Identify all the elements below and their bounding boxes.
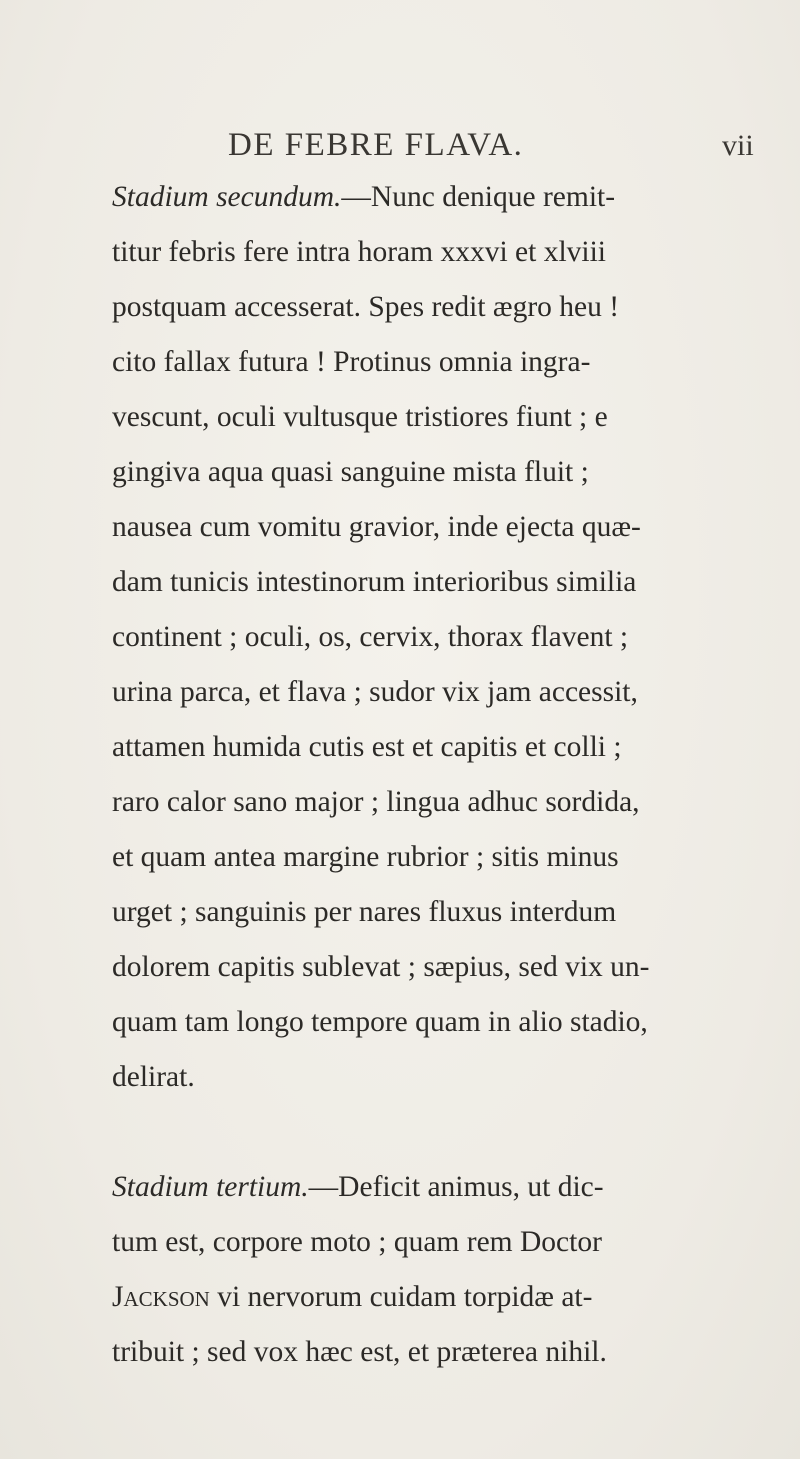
text-line: urina parca, et flava ; sudor vix jam accessit, [112, 676, 638, 708]
text-line: tribuit ; sed vox hæc est, et præterea nihil. [112, 1336, 607, 1368]
text-line [112, 183, 615, 213]
text-line: urget ; sanguinis per nares fluxus interdum [112, 896, 617, 928]
text-line: gingiva aqua quasi sanguine mista fluit ; [112, 456, 589, 488]
section-heading-italic: Stadium tertium. [112, 1171, 309, 1203]
text-line: vescunt, oculi vultusque tristiores fiunt ; e [112, 401, 608, 433]
page-header [0, 127, 800, 167]
author-name-smallcaps: Jackson [112, 1281, 210, 1313]
text-line: delirat. [112, 1061, 195, 1093]
text-line [112, 1173, 604, 1203]
text-line: nausea cum vomitu gravior, inde ejecta quæ- [112, 511, 641, 543]
text-line: raro calor sano major ; lingua adhuc sordida, [112, 786, 640, 818]
running-title: DE FEBRE FLAVA. [228, 127, 524, 163]
text-line: postquam accesserat. Spes redit ægro heu ! [112, 291, 620, 323]
line-text: —Nunc denique remit- [341, 181, 616, 213]
line-text: —Deficit animus, ut dic- [308, 1171, 604, 1203]
text-line [112, 1283, 592, 1313]
text-line: attamen humida cutis est et capitis et colli ; [112, 731, 622, 763]
text-line: tum est, corpore moto ; quam rem Doctor [112, 1226, 602, 1258]
text-line: dam tunicis intestinorum interioribus similia [112, 566, 637, 598]
text-line: titur febris fere intra horam xxxvi et xlviii [112, 236, 606, 268]
text-line: quam tam longo tempore quam in alio stadio, [112, 1006, 648, 1038]
text-line: cito fallax futura ! Protinus omnia ingra- [112, 346, 591, 378]
line-text: vi nervorum cuidam torpidæ at- [209, 1281, 593, 1313]
section-heading-italic: Stadium secundum. [112, 181, 342, 213]
text-line: dolorem capitis sublevat ; sæpius, sed vix un- [112, 951, 650, 983]
text-line: et quam antea margine rubrior ; sitis minus [112, 841, 619, 873]
text-line: continent ; oculi, os, cervix, thorax flavent ; [112, 621, 629, 653]
page-number: vii [722, 129, 754, 162]
